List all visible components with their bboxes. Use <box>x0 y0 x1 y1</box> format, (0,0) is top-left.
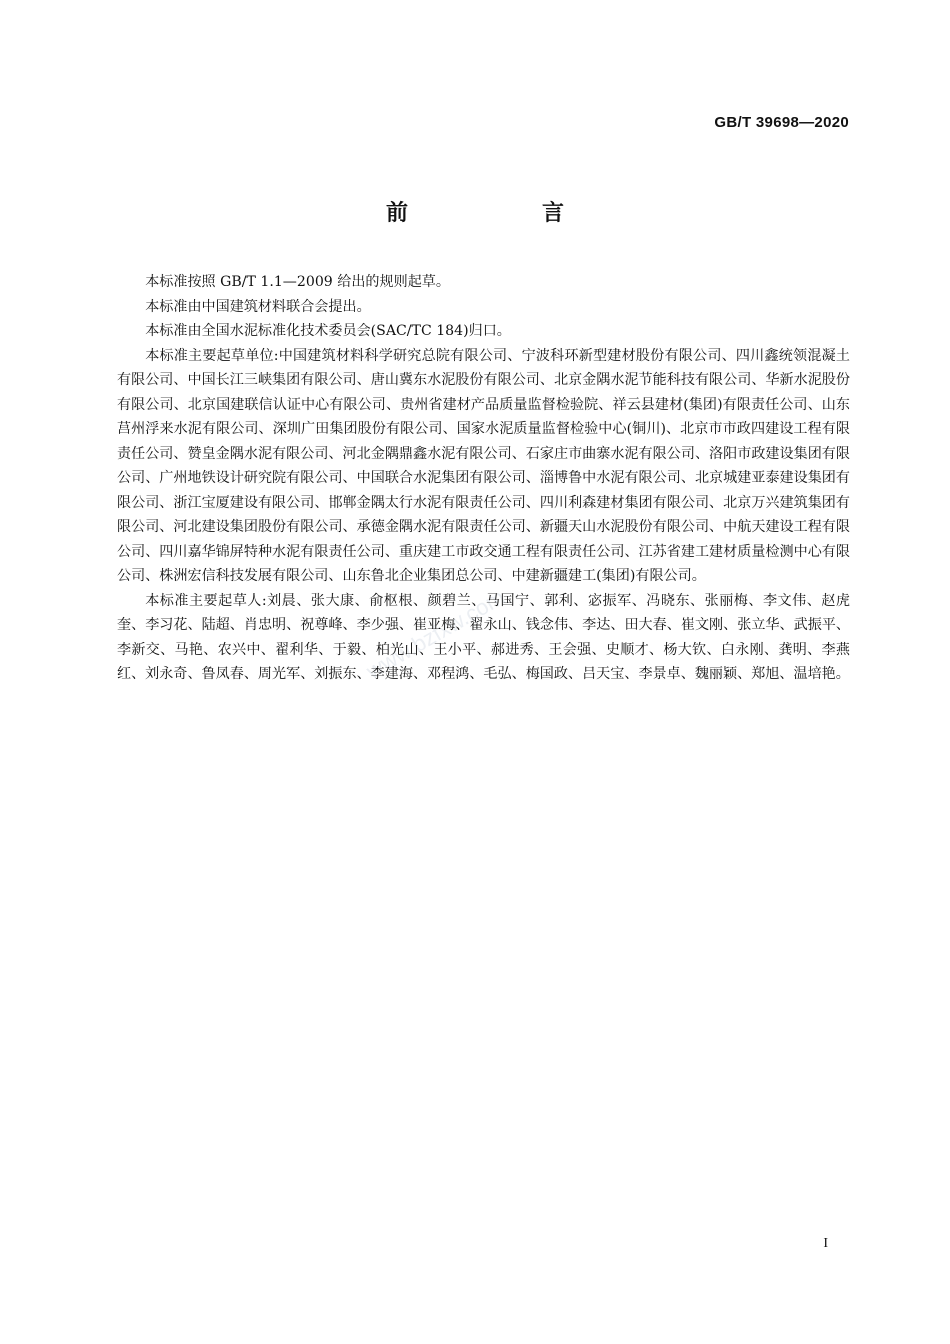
proposer-paragraph: 本标准由中国建筑材料联合会提出。 <box>145 298 371 315</box>
page-number: I <box>823 1236 828 1251</box>
page-title: 前 言 <box>385 201 620 226</box>
drafters-paragraph: 本标准主要起草人:刘晨、张大康、俞枢根、颜碧兰、马国宁、郭利、宓振军、冯晓东、张丽梅、李文伟、赵虎奎、李习花、陆超、肖忠明、祝尊峰、李少强、崔亚梅、翟永山、钱念伟、李达、田大春、崔文刚、张立华、武振平、李新交、马艳、农兴中、翟利华、于毅、柏光山、王小平、郝进秀、王会强、史顺才、杨大钦、白永刚、龚明、李燕红、刘永奇、鲁凤春、周光军、刘振东、李建海、邓程鸿、毛弘、梅国政、吕天宝、李景卓、魏丽颖、郑旭、温培艳。 <box>117 592 850 682</box>
drafting-units-paragraph: 本标准主要起草单位:中国建筑材料科学研究总院有限公司、宁波科环新型建材股份有限公司、四川鑫统领混凝土有限公司、中国长江三峡集团有限公司、唐山冀东水泥股份有限公司、北京金隅水泥节能科技有限公司、华新水泥股份有限公司、北京国建联信认证中心有限公司、贵州省建材产品质量监督检验院、祥云县建材(集团)有限责任公司、山东莒州浮来水泥有限公司、深圳广田集团股份有限公司、国家水泥质量监督检验中心(铜川)、北京市市政四建设工程有限责任公司、赞皇金隅水泥有限公司、河北金隅鼎鑫水泥有限公司、石家庄市曲寨水泥有限公司、洛阳市政建设集团有限公司、广州地铁设计研究院有限公司、中国联合水泥集团有限公司、淄博鲁中水泥有限公司、北京城建亚泰建设集团有限公司、浙江宝厦建设有限公司、邯郸金隅太行水泥有限责任公司、四川利森建材集团有限公司、北京万兴建筑集团有限公司、河北建设集团股份有限公司、承德金隅水泥有限责任公司、新疆天山水泥股份有限公司、中航天建设工程有限公司、四川嘉华锦屏特种水泥有限责任公司、重庆建工市政交通工程有限责任公司、江苏省建工建材质量检测中心有限公司、株洲宏信科技发展有限公司、山东鲁北企业集团总公司、中建新疆建工(集团)有限公司。 <box>117 347 850 584</box>
committee-paragraph: 本标准由全国水泥标准化技术委员会(SAC/TC 184)归口。 <box>145 323 511 339</box>
watermark: www.bzfxw.com <box>362 584 509 684</box>
standard-number: GB/T 39698—2020 <box>714 114 849 131</box>
drafting-rules-paragraph: 本标准按照 GB/T 1.1—2009 给出的规则起草。 <box>145 274 450 290</box>
foreword-body <box>117 270 850 687</box>
